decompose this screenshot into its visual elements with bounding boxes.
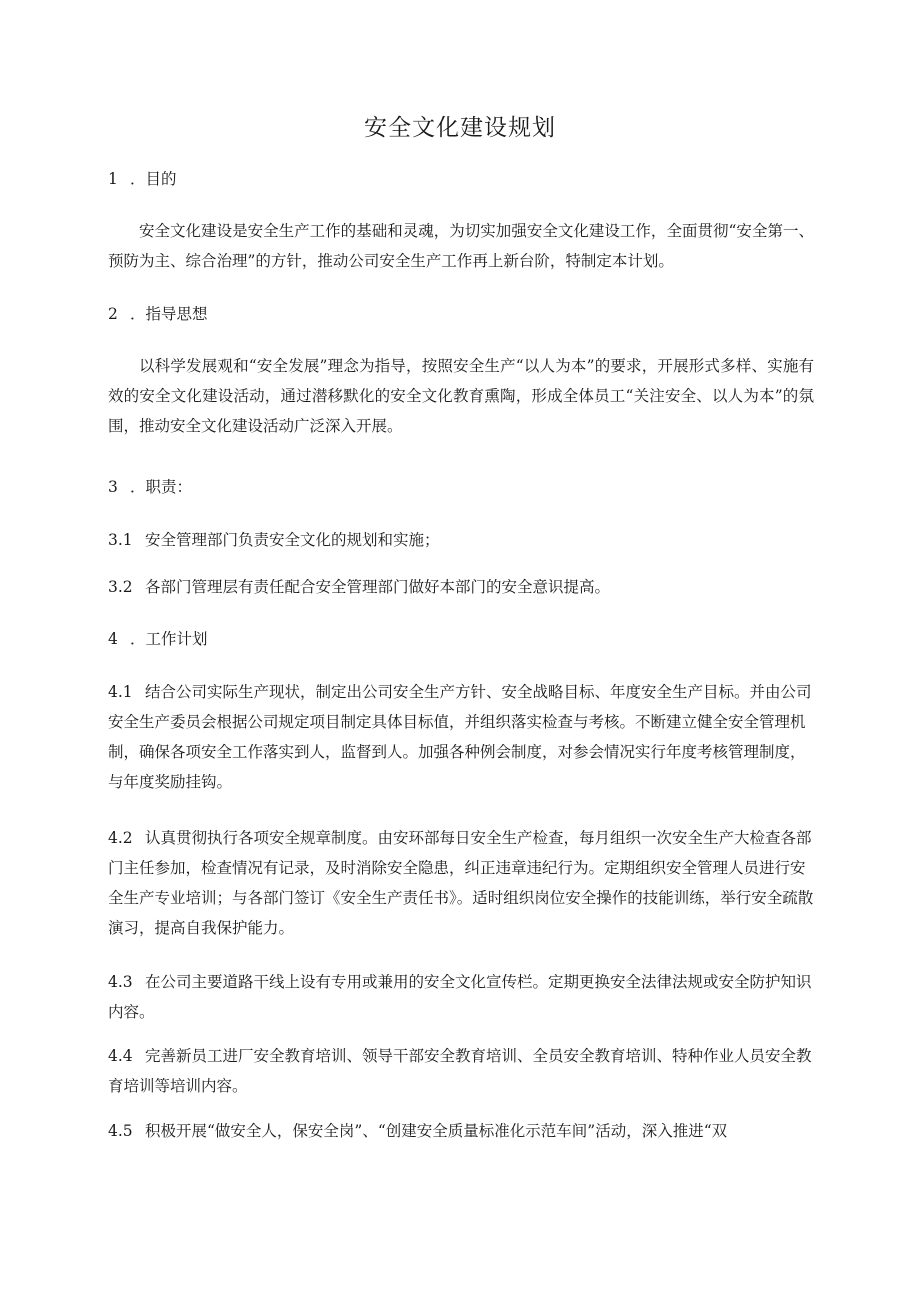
section-4-heading: [108, 624, 814, 654]
item-4-3-number: 4.3: [108, 973, 133, 991]
section-3-heading: [108, 472, 814, 502]
section-2-heading: [108, 299, 814, 329]
section-4-number: 4: [108, 630, 118, 648]
item-4-1-text: 结合公司实际生产现状，制定出公司安全生产方针、安全战略目标、年度安全生产目标。并由公司安全生产委员会根据公司规定项目制定具体目标值，并组织落实检查与考核。不断建立健全安全管理机制，确保各项安全工作落实到人，监督到人。加强各种例会制度，对参会情况实行年度考核管理制度，与年度奖励挂钩。: [108, 683, 812, 791]
list-item-4-5: [108, 1116, 814, 1146]
section-1-body: 安全文化建设是安全生产工作的基础和灵魂，为切实加强安全文化建设工作，全面贯彻“安全第一、预防为主、综合治理”的方针，推动公司安全生产工作再上新台阶，特制定本计划。: [108, 222, 814, 270]
item-4-2-number: 4.2: [108, 829, 133, 847]
item-3-2-number: 3.2: [108, 578, 133, 596]
section-1-number: 1: [108, 170, 118, 188]
section-2-title: ．指导思想: [130, 305, 208, 323]
item-4-2-text: 认真贯彻执行各项安全规章制度。由安环部每日安全生产检查，每月组织一次安全生产大检查各部门主任参加，检查情况有记录，及时消除安全隐患，纠正违章违纪行为。定期组织安全管理人员进行安全生产专业培训；与各部门签订《安全生产责任书》。适时组织岗位安全操作的技能训练，举行安全疏散演习，提高自我保护能力。: [108, 829, 814, 937]
item-3-2-text: 各部门管理层有责任配合安全管理部门做好本部门的安全意识提高。: [145, 578, 611, 596]
list-item-3-1: [108, 525, 814, 555]
list-item-4-1: [108, 677, 814, 797]
section-3-number: 3: [108, 478, 118, 496]
list-item-4-3: [108, 967, 814, 1027]
section-1-title: ．目的: [130, 170, 177, 188]
document-title: 安全文化建设规划: [364, 115, 556, 141]
item-3-1-number: 3.1: [108, 531, 133, 549]
section-1-heading: [108, 164, 814, 194]
item-4-5-text: 积极开展“做安全人，保安全岗”、“创建安全质量标准化示范车间”活动，深入推进“双: [145, 1122, 728, 1140]
item-4-5-number: 4.5: [108, 1122, 133, 1140]
list-item-4-4: [108, 1041, 814, 1101]
list-item-4-2: [108, 823, 814, 943]
item-4-4-text: 完善新员工进厂安全教育培训、领导干部安全教育培训、全员安全教育培训、特种作业人员安全教育培训等培训内容。: [108, 1047, 812, 1095]
section-2-number: 2: [108, 305, 118, 323]
section-2-body: 以科学发展观和“安全发展”理念为指导，按照安全生产“以人为本”的要求，开展形式多样、实施有效的安全文化建设活动，通过潜移默化的安全文化教育熏陶，形成全体员工“关注安全、以人为本”的氛围，推动安全文化建设活动广泛深入开展。: [108, 357, 814, 435]
item-4-3-text: 在公司主要道路干线上设有专用或兼用的安全文化宣传栏。定期更换安全法律法规或安全防护知识内容。: [108, 973, 812, 1021]
item-4-4-number: 4.4: [108, 1047, 133, 1065]
section-3-title: ．职责：: [130, 478, 193, 496]
item-4-1-number: 4.1: [108, 683, 133, 701]
item-3-1-text: 安全管理部门负责安全文化的规划和实施；: [145, 531, 440, 549]
section-4-title: ．工作计划: [130, 630, 208, 648]
list-item-3-2: [108, 572, 814, 602]
